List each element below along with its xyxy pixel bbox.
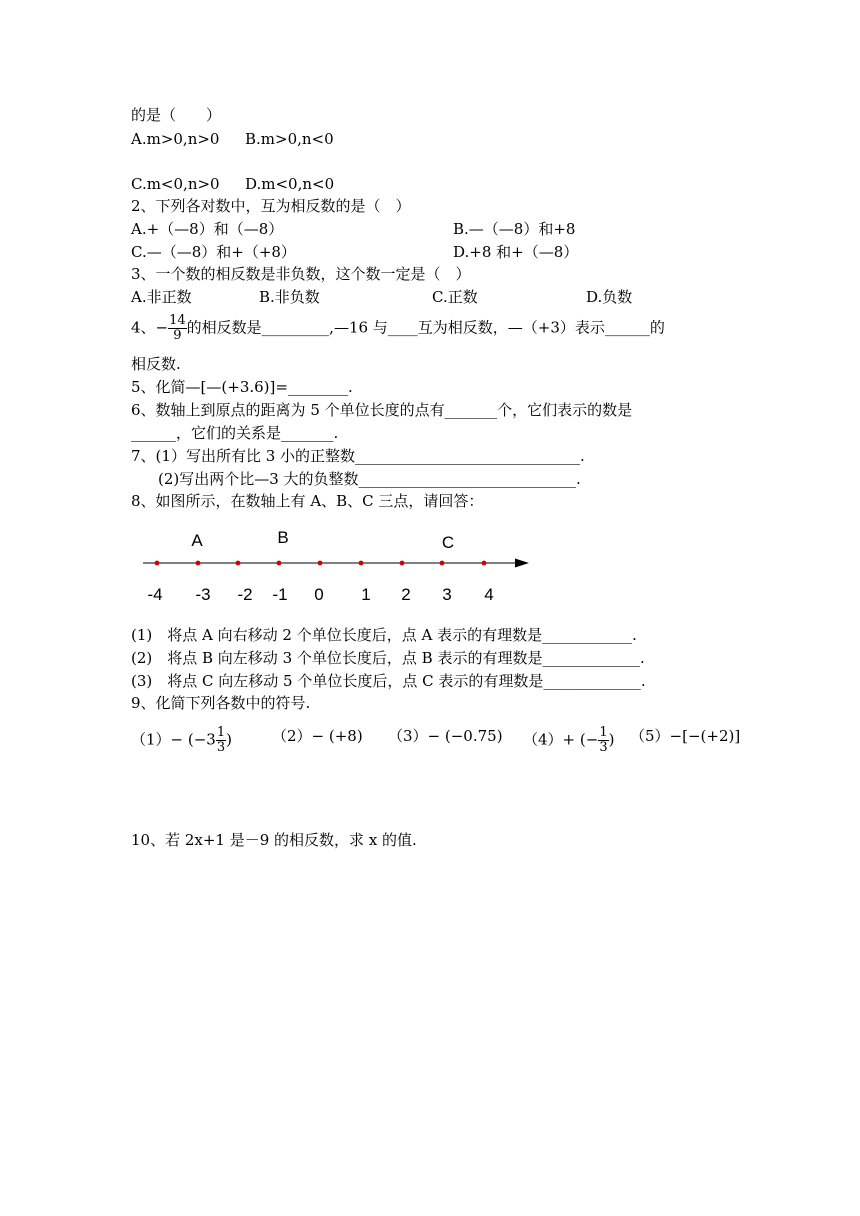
q1-stem: 的是（ ） — [131, 106, 222, 124]
number-line-tick-label: 1 — [361, 585, 371, 604]
q9-item4-pre: （4）+ (− — [523, 730, 599, 749]
number-line-dot — [155, 561, 160, 566]
q4-prefix: 4、− — [131, 318, 169, 337]
q4-line1 — [131, 314, 665, 343]
number-line-tick-label: 0 — [314, 585, 324, 604]
q5-text: 5、化简—[—(+3.6)]=________. — [131, 378, 353, 396]
q2-option-a: A.+（—8）和（—8） — [131, 220, 284, 238]
q7-line2: (2)写出两个比—3 大的负整数_____________________________. — [158, 470, 581, 488]
number-line-dot — [196, 561, 201, 566]
number-line-tick-label: 2 — [401, 585, 411, 604]
q3-stem: 3、一个数的相反数是非负数，这个数一定是（ ） — [131, 265, 471, 283]
q4-frac-num: 14 — [169, 313, 186, 328]
q4-line2: 相反数. — [131, 355, 181, 373]
q6-line2: ______，它们的关系是_______. — [131, 424, 339, 442]
number-line-figure — [0, 520, 860, 610]
q3-option-c: C.正数 — [432, 288, 478, 306]
q2-option-b: B.—（—8）和+8 — [453, 220, 576, 238]
q9-item4-post: ) — [608, 730, 615, 749]
q2-option-c: C.—（—8）和+（+8） — [131, 243, 296, 261]
number-line-point-label: A — [191, 531, 203, 550]
q9-item4-fraction — [598, 726, 608, 755]
q9-item-4 — [523, 726, 614, 755]
q9-item1-pre: （1）− (−3 — [131, 730, 216, 749]
q9-item-5: （5）−[−(+2)] — [630, 727, 741, 745]
q9-item1-post: ) — [226, 730, 232, 749]
number-line-tick-label: -3 — [195, 585, 211, 604]
number-line-dot — [482, 561, 487, 566]
q4-frac-den: 9 — [173, 328, 182, 343]
q2-stem: 2、下列各对数中，互为相反数的是（ ） — [131, 197, 411, 215]
q9-item1-den: 3 — [216, 740, 226, 755]
q9-stem: 9、化简下列各数中的符号. — [131, 694, 311, 712]
q9-item-3: （3）− (−0.75) — [388, 727, 503, 745]
q3-option-d: D.负数 — [586, 288, 633, 306]
number-line-arrow — [515, 559, 529, 568]
number-line-tick-label: 3 — [442, 585, 452, 604]
number-line-point-label: B — [277, 528, 289, 547]
q9-item-2: （2）− (+8) — [272, 727, 363, 745]
q7-line1: 7、(1）写出所有比 3 小的正整数______________________________. — [131, 447, 585, 465]
q3-option-a: A.非正数 — [131, 288, 192, 306]
q9-item-1 — [131, 726, 232, 755]
number-line-tick-label: -2 — [237, 585, 253, 604]
q2-option-d: D.+8 和+（—8） — [453, 243, 579, 261]
number-line-dot — [400, 561, 405, 566]
number-line-point-label: C — [441, 533, 455, 552]
q8-sub3: (3) 将点 C 向左移动 5 个单位长度后，点 C 表示的有理数是_____________. — [131, 672, 646, 690]
q9-item1-fraction — [216, 726, 226, 755]
q1-option-b: B.m>0,n<0 — [245, 130, 334, 148]
number-line-dot — [440, 561, 445, 566]
number-line-tick-label: 4 — [484, 585, 494, 604]
q9-item1-num: 1 — [216, 725, 226, 740]
q10-text: 10、若 2x+1 是－9 的相反数，求 x 的值. — [131, 831, 417, 849]
q4-rest: 的相反数是_________,—16 与____互为相反数，—（+3）表示______的 — [186, 318, 665, 337]
number-line-dot — [318, 561, 323, 566]
q4-fraction — [168, 314, 187, 343]
q6-line1: 6、数轴上到原点的距离为 5 个单位长度的点有_______个，它们表示的数是 — [131, 401, 633, 419]
q1-option-a: A.m>0,n>0 — [131, 130, 220, 148]
q8-sub2: (2) 将点 B 向左移动 3 个单位长度后，点 B 表示的有理数是_____________. — [131, 649, 645, 667]
number-line-dot — [359, 561, 364, 566]
q1-option-d: D.m<0,n<0 — [245, 175, 335, 193]
q1-option-c: C.m<0,n>0 — [131, 175, 220, 193]
q9-item4-num: 1 — [599, 725, 608, 740]
q3-option-b: B.非负数 — [259, 288, 320, 306]
number-line-tick-label: -1 — [272, 585, 288, 604]
q9-item4-den: 3 — [599, 740, 608, 755]
number-line-tick-label: -4 — [147, 585, 163, 604]
number-line-dot — [236, 561, 241, 566]
q8-stem: 8、如图所示，在数轴上有 A、B、C 三点，请回答： — [131, 492, 484, 510]
number-line-dot — [277, 561, 282, 566]
q8-sub1: (1) 将点 A 向右移动 2 个单位长度后，点 A 表示的有理数是____________. — [131, 626, 637, 644]
